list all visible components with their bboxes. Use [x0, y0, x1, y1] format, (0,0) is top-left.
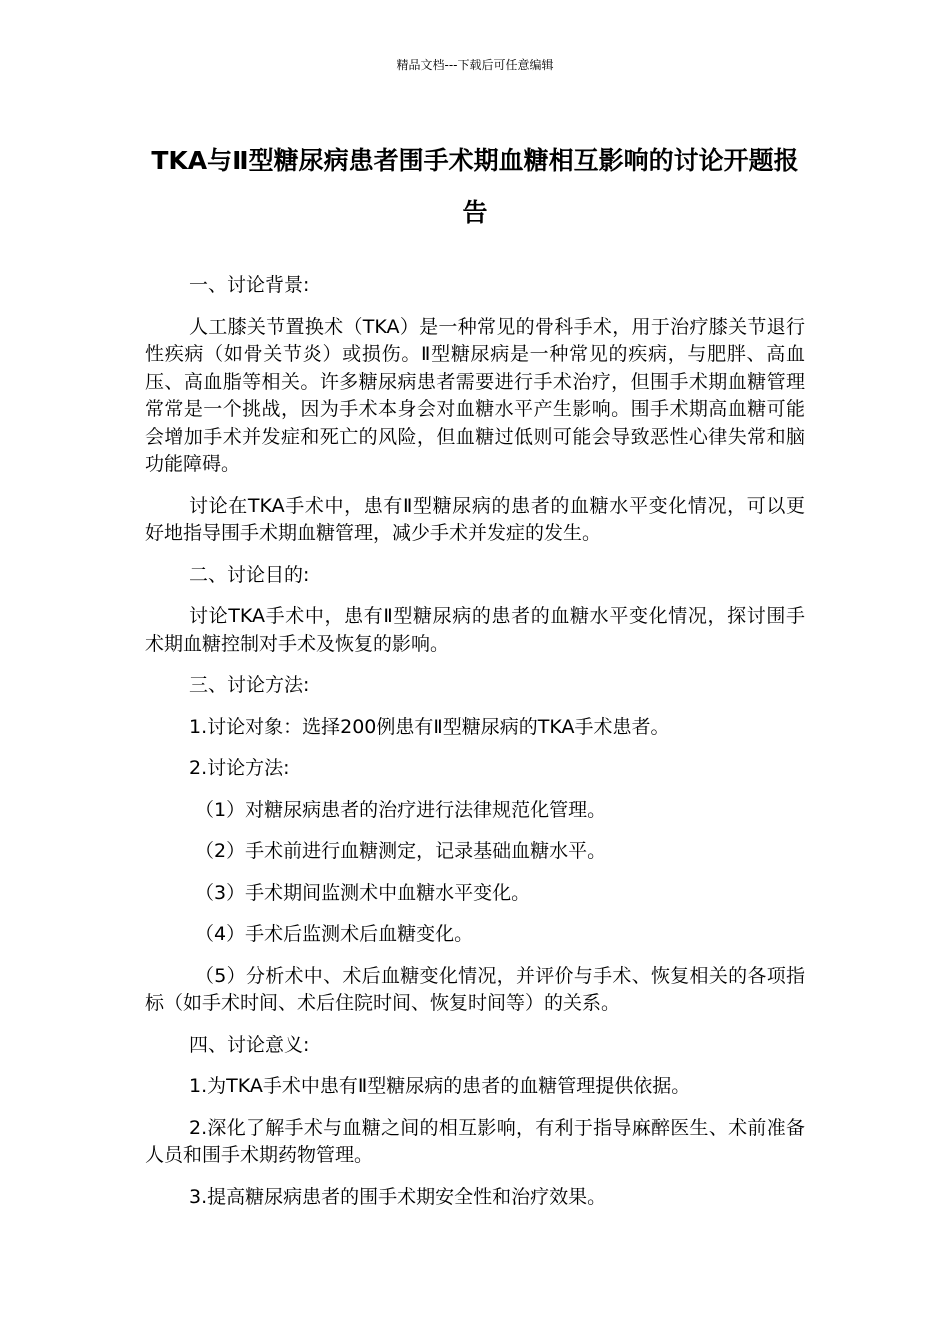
- method-step: （4）手术后监测术后血糖变化。: [195, 923, 474, 945]
- method-step: （1）对糖尿病患者的治疗进行法律规范化管理。: [195, 798, 607, 821]
- significance-item: 3.提高糖尿病患者的围手术期安全性和治疗效果。: [189, 1185, 607, 1208]
- method-subject: 1.讨论对象：选择200例患有Ⅱ型糖尿病的TKA手术患者。: [189, 715, 670, 738]
- method-step: （5）分析术中、术后血糖变化情况，并评价与手术、恢复相关的各项指标（如手术时间、术后住院时间、恢复时间等）的关系。: [145, 964, 805, 1014]
- purpose-paragraph: 讨论TKA手术中，患有Ⅱ型糖尿病的患者的血糖水平变化情况，探讨围手术期血糖控制对手术及恢复的影响。: [145, 605, 805, 655]
- method-heading: 三、讨论方法:: [189, 674, 310, 696]
- page-title: TKA与Ⅱ型糖尿病患者围手术期血糖相互影响的讨论开题报告: [151, 146, 799, 227]
- document-body: [145, 272, 805, 1225]
- background-paragraph-2: 讨论在TKA手术中，患有Ⅱ型糖尿病的患者的血糖水平变化情况，可以更好地指导围手术期血糖管理，减少手术并发症的发生。: [145, 494, 805, 544]
- header-note: 精品文档---下载后可任意编辑: [396, 58, 554, 72]
- background-paragraph-1: 人工膝关节置换术（TKA）是一种常见的骨科手术，用于治疗膝关节退行性疾病（如骨关节炎）或损伤。Ⅱ型糖尿病是一种常见的疾病，与肥胖、高血压、高血脂等相关。许多糖尿病患者需要进行手术治疗，但围手术期血糖管理常常是一个挑战，因为手术本身会对血糖水平产生影响。围手术期高血糖可能会增加手术并发症和死亡的风险，但血糖过低则可能会导致恶性心律失常和脑功能障碍。: [145, 315, 805, 475]
- background-heading: 一、讨论背景:: [189, 274, 310, 296]
- method-step: （2）手术前进行血糖测定，记录基础血糖水平。: [195, 840, 607, 862]
- significance-heading: 四、讨论意义:: [189, 1033, 310, 1056]
- significance-item: 1.为TKA手术中患有Ⅱ型糖尿病的患者的血糖管理提供依据。: [189, 1075, 691, 1097]
- purpose-heading: 二、讨论目的:: [189, 563, 310, 586]
- method-step: （3）手术期间监测术中血糖水平变化。: [195, 881, 531, 904]
- method-approach: 2.讨论方法:: [189, 757, 290, 779]
- significance-item: 2.深化了解手术与血糖之间的相互影响，有利于指导麻醉医生、术前准备人员和围手术期药物管理。: [145, 1116, 805, 1166]
